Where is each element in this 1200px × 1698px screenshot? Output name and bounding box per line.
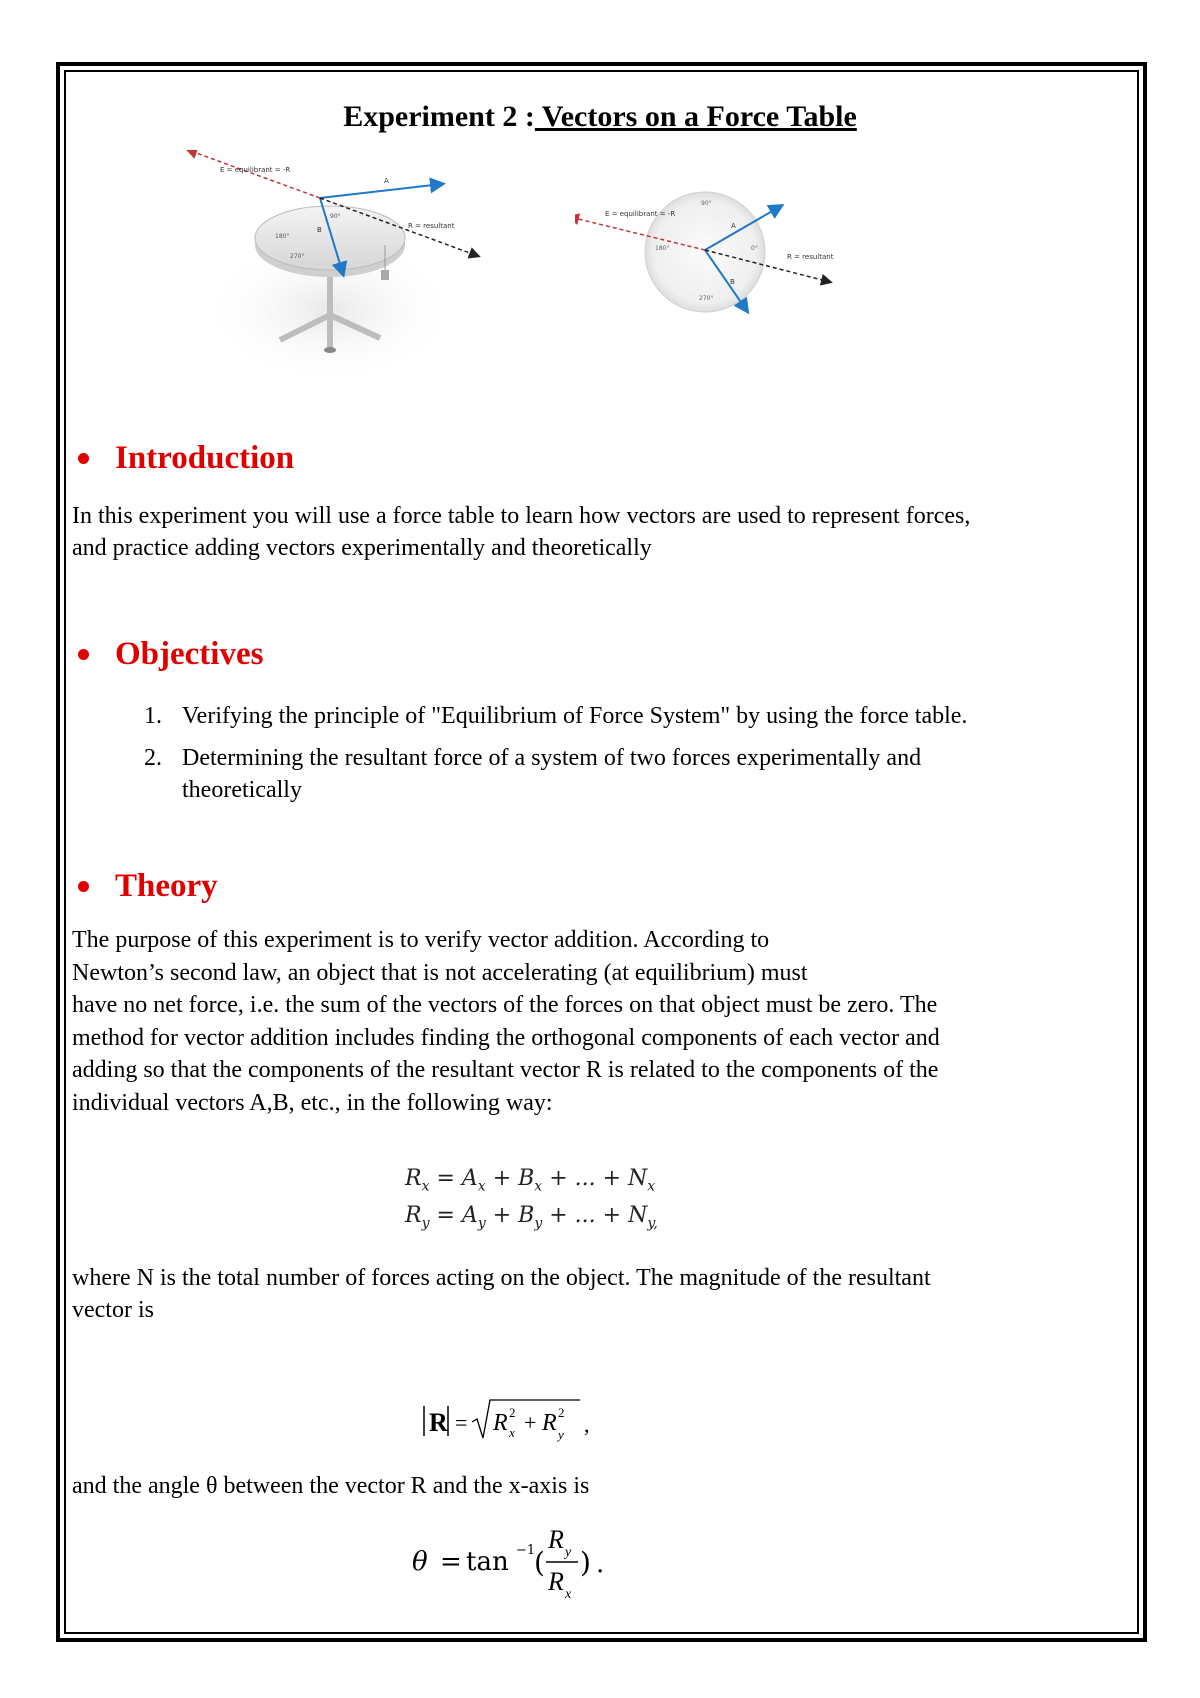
equation-ry: $R_y = A_y + B_y$ + ... + $N_{y,}$: [405, 1203, 658, 1232]
label-equilibrant: E = equilibrant = -R: [605, 210, 676, 218]
svg-text:R: R: [548, 1567, 564, 1596]
label-resultant: R = resultant: [787, 253, 834, 261]
theory-paragraph: [72, 924, 1112, 1119]
svg-text:2: 2: [509, 1405, 516, 1420]
theory-line: The purpose of this experiment is to verify vector addition. According to: [72, 927, 770, 953]
label-equilibrant: E = equilibrant = -R: [220, 166, 291, 174]
equation-rx: $R_x = A_x + B_x$ + ... + $N_x$: [405, 1166, 656, 1195]
tick-label-180: 180°: [275, 233, 290, 240]
objectives-heading: [72, 636, 263, 673]
bullet-icon: [78, 453, 89, 464]
theory-paragraph-2: [72, 1262, 1112, 1326]
equilibrant-vector: [188, 150, 320, 198]
svg-text:=: =: [440, 1547, 462, 1577]
svg-text:R: R: [548, 1525, 564, 1554]
label-a: A: [731, 222, 736, 230]
svg-text:x: x: [565, 1587, 572, 1602]
objective-text: Determining the resultant force of a system of two forces experimentally and: [182, 745, 922, 771]
theory-line: method for vector addition includes finding the orthogonal components of each vector and: [72, 1024, 940, 1051]
theory-line: individual vectors A,B, etc., in the following way:: [72, 1089, 553, 1116]
title-main: Vectors on a Force Table: [534, 100, 857, 133]
page-title: [0, 100, 1200, 134]
svg-text:2: 2: [558, 1405, 565, 1420]
introduction-heading: [72, 440, 294, 477]
title-prefix: Experiment 2 :: [343, 100, 535, 133]
tick-label-180: 180°: [655, 245, 670, 252]
objective-item: [72, 742, 1112, 806]
force-table-top-view: [575, 180, 855, 340]
tick-label-90: 90°: [701, 200, 712, 207]
svg-text:): ): [580, 1546, 591, 1579]
theory-line: and the angle θ between the vector R and the x-axis is: [72, 1473, 590, 1499]
svg-text:y: y: [565, 1545, 572, 1560]
svg-text:(: (: [534, 1546, 545, 1579]
force-table-figure: [180, 150, 540, 390]
tick-label-270: 270°: [699, 295, 714, 302]
objective-number: 1.: [144, 703, 162, 729]
bullet-icon: [78, 649, 89, 660]
vector-a: [320, 184, 442, 198]
label-b: B: [317, 226, 322, 234]
svg-text:x: x: [509, 1425, 515, 1440]
theory-line: where N is the total number of forces acting on the object. The magnitude of the resultant: [72, 1265, 931, 1291]
svg-text:+: +: [524, 1410, 537, 1435]
svg-text:=: =: [455, 1410, 468, 1435]
introduction-line: and practice adding vectors experimentally and theoretically: [72, 535, 652, 561]
hanging-weight: [381, 270, 389, 280]
theory-line: have no net force, i.e. the sum of the vectors of the forces on that object must be zero. The: [72, 992, 938, 1018]
svg-text:,: ,: [584, 1412, 590, 1437]
svg-text:R: R: [493, 1410, 508, 1436]
theory-heading-text: Theory: [115, 868, 218, 904]
bullet-icon: [78, 881, 89, 892]
table-foot: [324, 347, 336, 353]
label-resultant: R = resultant: [408, 222, 455, 230]
objectives-list: [72, 700, 1112, 816]
objective-text: Verifying the principle of "Equilibrium of Force System" by using the force table.: [182, 703, 968, 729]
objective-number: 2.: [144, 745, 162, 771]
theory-line: Newton’s second law, an object that is not accelerating (at equilibrium) must: [72, 959, 808, 986]
svg-text:R: R: [429, 1408, 448, 1437]
theory-heading: [72, 868, 218, 905]
introduction-paragraph: [72, 500, 1112, 564]
objective-text: theoretically: [182, 777, 302, 803]
objectives-heading-text: Objectives: [115, 636, 264, 672]
tick-label-270: 270°: [290, 253, 305, 260]
svg-text:R: R: [542, 1410, 557, 1436]
tick-label-90: 90°: [330, 213, 341, 220]
label-a: A: [384, 177, 389, 185]
svg-text:.: .: [596, 1549, 605, 1579]
introduction-heading-text: Introduction: [115, 440, 295, 476]
angle-intro-line: [72, 1470, 1112, 1502]
introduction-line: In this experiment you will use a force table to learn how vectors are used to represent forces,: [72, 503, 971, 529]
magnitude-equation: [420, 1392, 620, 1448]
theory-line: vector is: [72, 1297, 154, 1323]
angle-equation: [410, 1518, 630, 1608]
objective-item: [72, 700, 1112, 732]
svg-text:tan: tan: [466, 1547, 509, 1577]
label-b: B: [730, 278, 735, 286]
tick-label-0: 0°: [751, 245, 758, 252]
component-equations: [405, 1164, 658, 1239]
svg-text:θ: θ: [412, 1547, 428, 1577]
svg-text:y: y: [558, 1427, 564, 1442]
svg-text:−1: −1: [516, 1543, 536, 1558]
theory-line: adding so that the components of the resultant vector R is related to the components of the: [72, 1057, 939, 1083]
